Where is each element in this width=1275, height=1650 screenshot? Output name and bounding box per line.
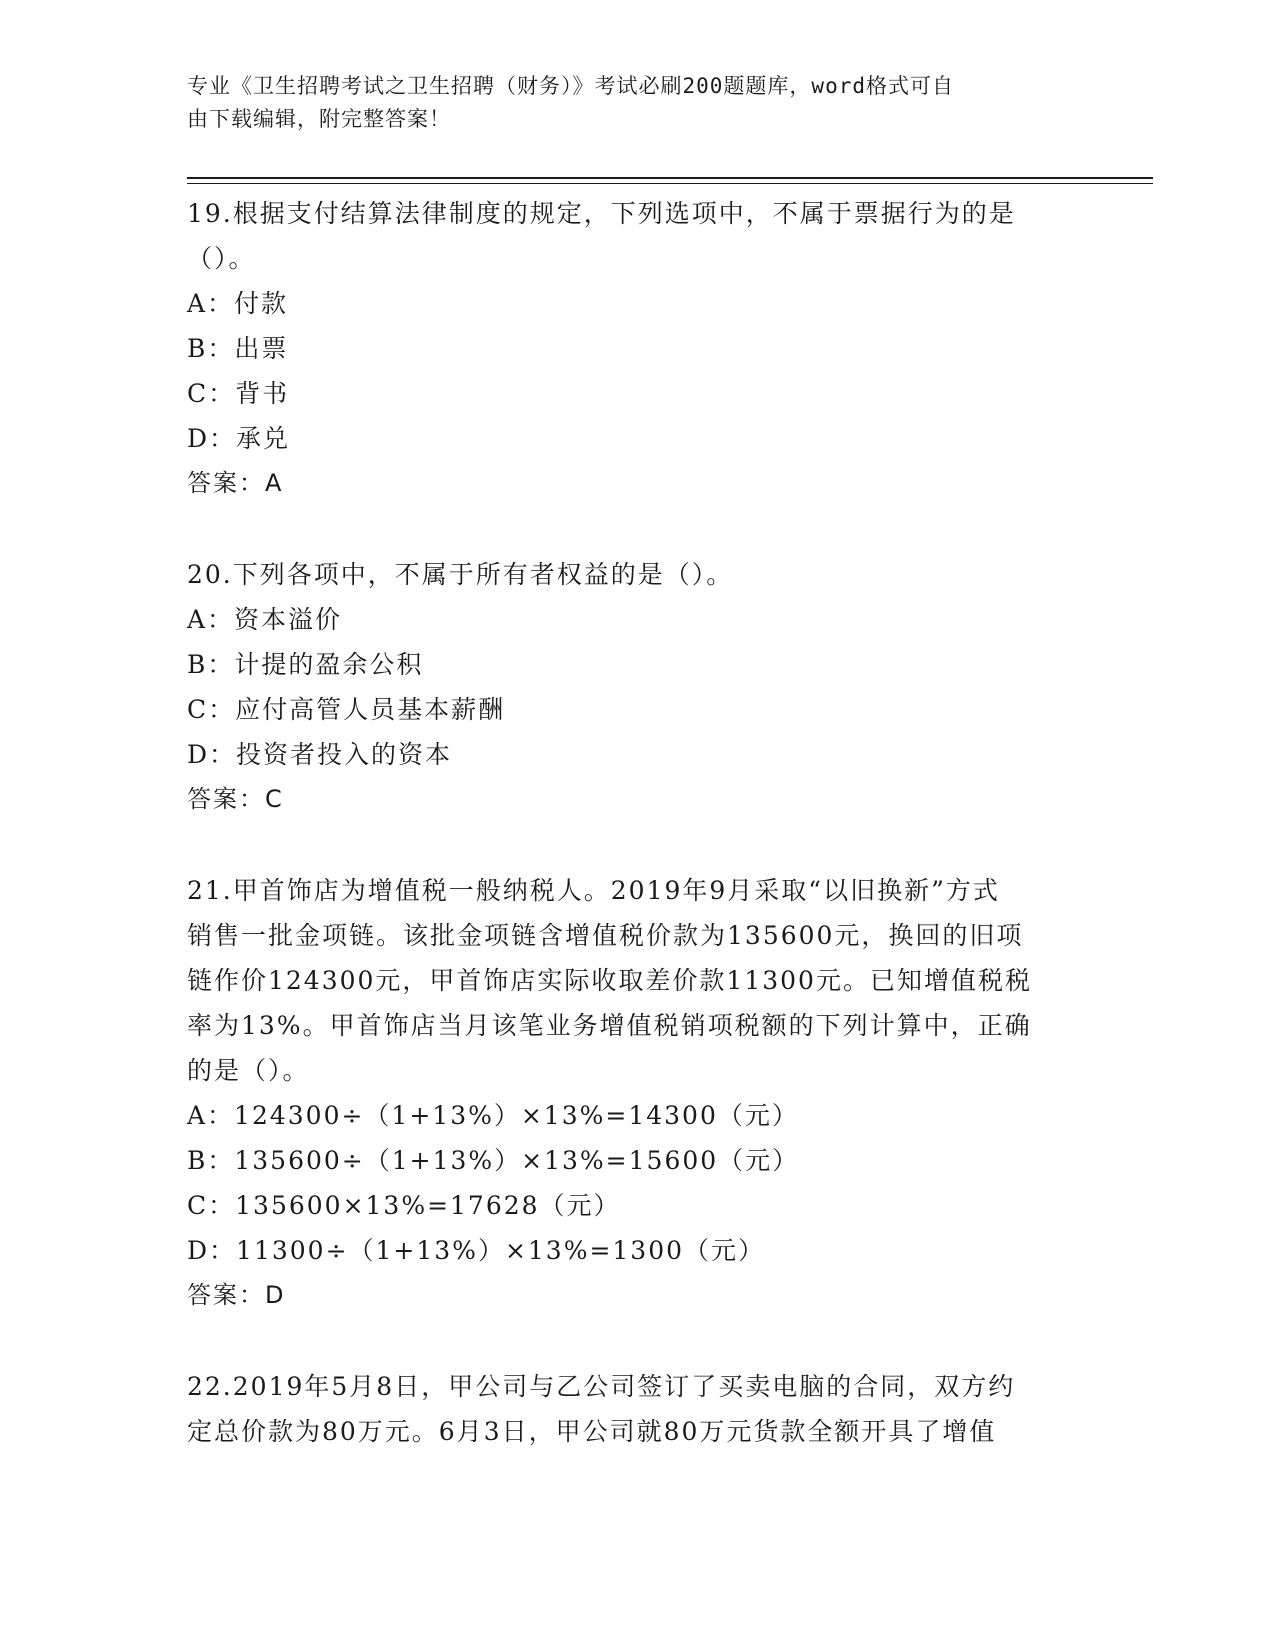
question-spacer: [187, 506, 1087, 552]
header-divider-thick: [187, 177, 1153, 179]
question-stem-line: 销售一批金项链。该批金项链含增值税价款为135600元，换回的旧项: [187, 921, 1024, 950]
option-b: B：计提的盈余公积: [187, 650, 424, 679]
option-c: C：应付高管人员基本薪酬: [187, 695, 506, 724]
question-stem-line: 20.下列各项中，不属于所有者权益的是（）。: [187, 560, 734, 589]
question-19: [187, 191, 1087, 506]
option-c: C：背书: [187, 379, 290, 408]
header-line-1: 专业《卫生招聘考试之卫生招聘（财务）》考试必刷200题题库，word格式可自: [187, 74, 954, 98]
header-divider-thin: [187, 183, 1153, 184]
answer-line: 答案：A: [187, 469, 284, 497]
option-d: D：11300÷（1+13%）×13%=1300（元）: [187, 1236, 766, 1265]
question-stem-line: 定总价款为80万元。6月3日，甲公司就80万元货款全额开具了增值: [187, 1417, 997, 1446]
question-spacer: [187, 822, 1087, 868]
question-stem-line: 22.2019年5月8日，甲公司与乙公司签订了买卖电脑的合同，双方约: [187, 1372, 1016, 1401]
question-stem-line: 21.甲首饰店为增值税一般纳税人。2019年9月采取“以旧换新”方式: [187, 876, 1000, 905]
question-spacer: [187, 1318, 1087, 1364]
question-20: [187, 552, 1087, 822]
option-a: A：付款: [187, 289, 289, 318]
document-header: [187, 70, 1067, 136]
question-21: [187, 868, 1087, 1318]
option-b: B：135600÷（1+13%）×13%=15600（元）: [187, 1146, 800, 1175]
question-stem-line: （）。: [187, 244, 256, 273]
option-d: D：承兑: [187, 424, 291, 453]
answer-line: 答案：C: [187, 785, 284, 813]
option-b: B：出票: [187, 334, 289, 363]
question-22: [187, 1364, 1087, 1454]
question-stem-line: 率为13%。甲首饰店当月该笔业务增值税销项税额的下列计算中，正确: [187, 1011, 1032, 1040]
question-stem-line: 19.根据支付结算法律制度的规定，下列选项中，不属于票据行为的是: [187, 199, 1016, 228]
option-d: D：投资者投入的资本: [187, 740, 453, 769]
answer-line: 答案：D: [187, 1281, 286, 1309]
option-c: C：135600×13%=17628（元）: [187, 1191, 621, 1220]
question-stem-line: 链作价124300元，甲首饰店实际收取差价款11300元。已知增值税税: [187, 966, 1032, 995]
option-a: A：资本溢价: [187, 605, 343, 634]
option-a: A：124300÷（1+13%）×13%=14300（元）: [187, 1101, 799, 1130]
question-stem-line: 的是（）。: [187, 1056, 310, 1085]
header-line-2: 由下载编辑，附完整答案！: [187, 107, 451, 131]
question-list: [187, 191, 1087, 1454]
